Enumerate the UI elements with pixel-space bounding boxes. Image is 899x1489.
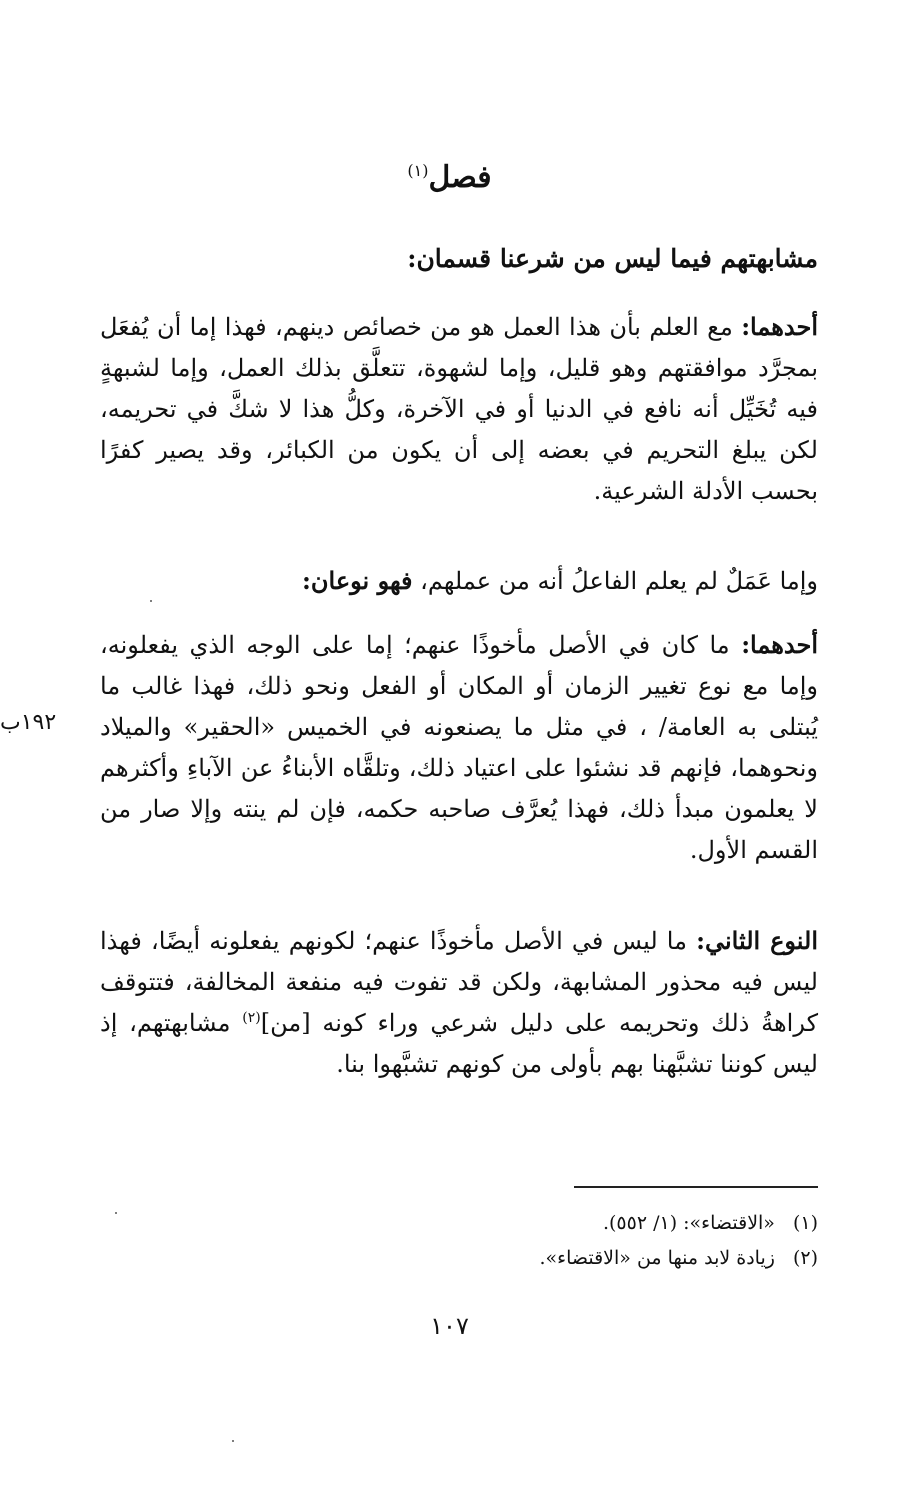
footnote-number: (١)	[792, 1212, 818, 1234]
paragraph-2-text: وإما عَمَلٌ لم يعلم الفاعلُ أنه من عملهم،	[420, 567, 818, 595]
scan-speck	[232, 1440, 234, 1442]
scan-speck	[115, 1212, 117, 1214]
section-title-text: فصل	[428, 160, 492, 195]
footnote-text: «الاقتضاء»: (١/ ٥٥٢).	[602, 1212, 775, 1234]
paragraph-1-text: مع العلم بأن هذا العمل هو من خصائص دينهم، فهذا إما أن يُفعَل بمجرَّد موافقتهم وهو قليل، وإما لشهوة، تتعلَّق بذلك العمل، وإما لشبهةٍ فيه تُخَيِّل أنه نافع في الدنيا أو في الآخرة، وكلُّ هذا لا شكَّ في تحريمه، لكن يبلغ التحريم في بعضه إلى أن يكون من الكبائر، وقد يصير كفرًا بحسب الأدلة الشرعية.	[100, 313, 818, 505]
paragraph-4-text-b: مشابهتهم، إذ ليس كوننا تشبَّهنا بهم بأولى من كونهم تشبَّهوا بنا.	[100, 1009, 818, 1078]
paragraph-2	[100, 560, 818, 602]
paragraph-1-lead: أحدهما:	[741, 312, 818, 341]
paragraph-3	[100, 624, 818, 871]
paragraph-4-bracket: [من]	[260, 1009, 311, 1037]
paragraph-1	[100, 306, 818, 512]
paragraph-3-text: ما كان في الأصل مأخوذًا عنهم؛ إما على الوجه الذي يفعلونه، وإما مع نوع تغيير الزمان أو المكان أو الفعل ونحو ذلك، فهذا غالب ما يُبتلى به العامة/ ، في مثل ما يصنعونه في الخميس «الحقير» والميلاد ونحوهما، فإنهم قد نشئوا على اعتياد ذلك، وتلقَّاه الأبناءُ عن الآباءِ وأكثرهم لا يعلمون مبدأ ذلك، فهذا يُعرَّف صاحبه حكمه، فإن لم ينته وإلا صار من القسم الأول.	[100, 631, 818, 864]
paragraph-3-lead: أحدهما:	[741, 630, 818, 659]
section-title	[0, 160, 899, 195]
footnotes	[100, 1206, 818, 1276]
footnote-item	[100, 1241, 818, 1276]
paragraph-4-lead: النوع الثاني:	[696, 926, 819, 955]
footnote-number: (٢)	[792, 1247, 818, 1269]
paragraph-2-bold: فهو نوعان:	[302, 566, 413, 595]
paragraph-4-text-a: ما ليس في الأصل مأخوذًا عنهم؛ لكونهم يفعلونه أيضًا، فهذا ليس فيه محذور المشابهة، ولكن قد تفوت فيه منفعة المخالفة، فتتوقف كراهةُ ذلك وتحريمه على دليل شرعي وراء كونه	[100, 927, 819, 1037]
page-number: ١٠٧	[430, 1312, 469, 1340]
section-heading: مشابهتهم فيما ليس من شرعنا قسمان:	[407, 244, 818, 273]
footnote-text: زيادة لابد منها من «الاقتضاء».	[539, 1247, 775, 1269]
footnote-mark-2: (٢)	[242, 1010, 261, 1026]
footnote-divider	[574, 1186, 818, 1188]
paragraph-4	[100, 920, 818, 1085]
margin-manuscript-note: ١٩٢ب	[0, 710, 57, 735]
footnote-item	[100, 1206, 818, 1241]
scan-speck	[150, 600, 152, 602]
footnote-mark-1: (١)	[407, 161, 429, 180]
